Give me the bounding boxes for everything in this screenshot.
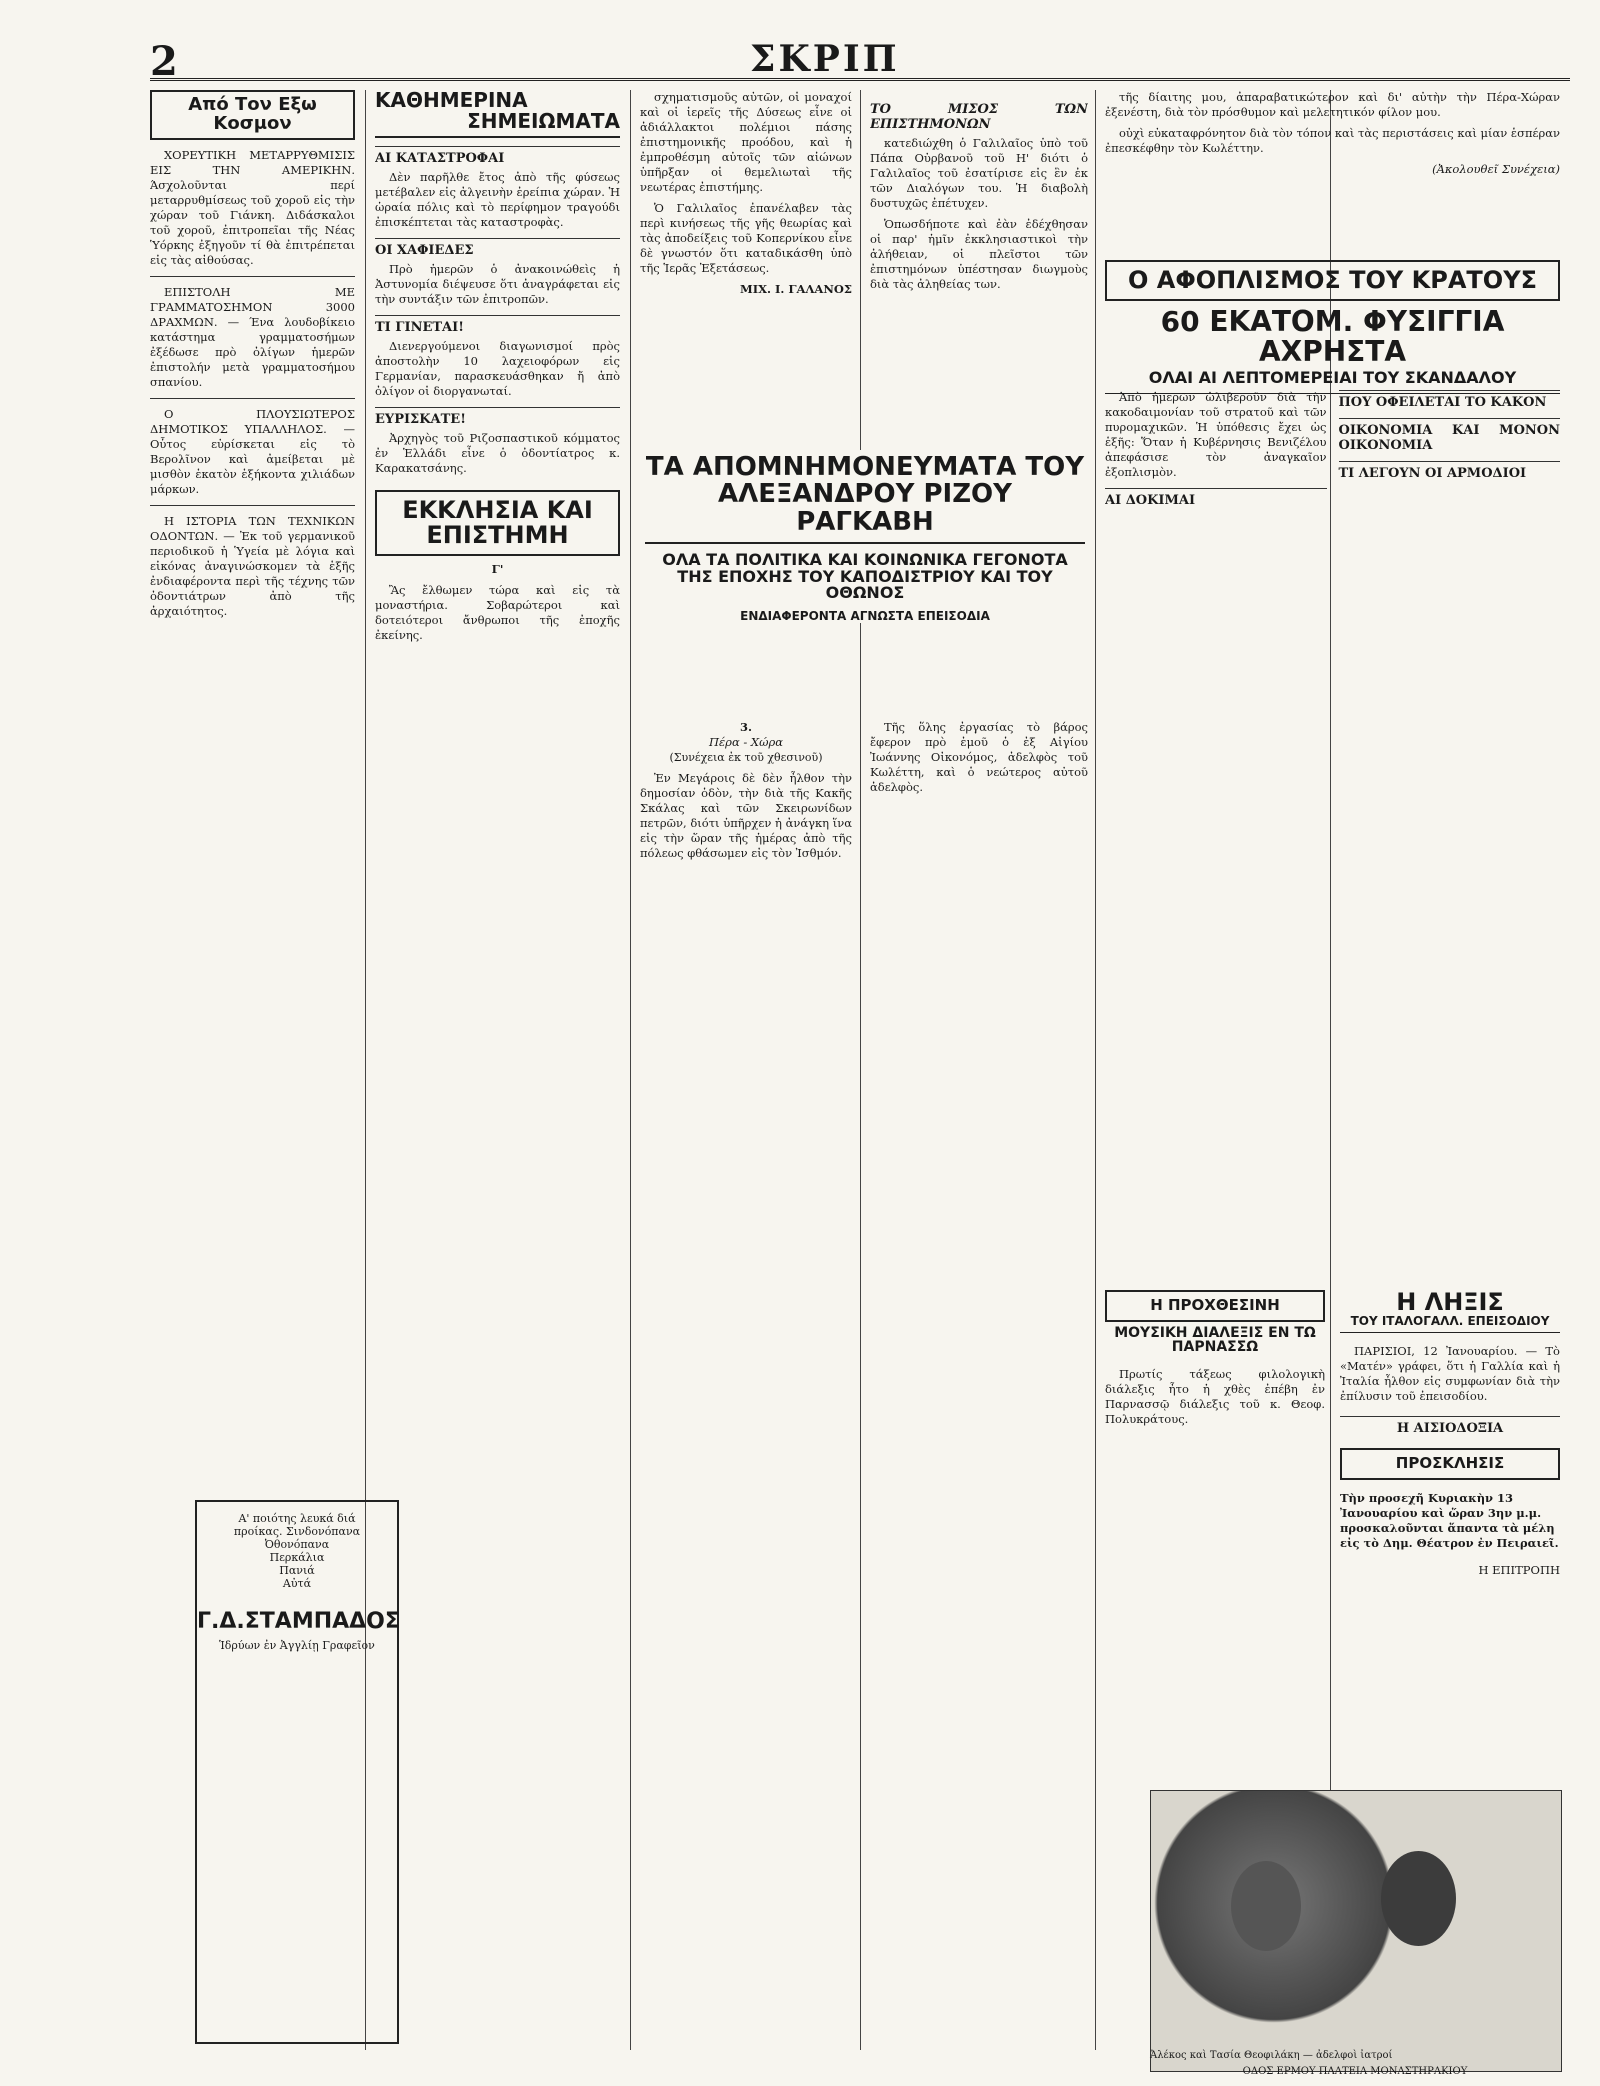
continuation-note: (Ἀκολουθεῖ Συνέχεια) [1432, 162, 1560, 176]
article-title: Η ΑΙΣΙΟΔΟΞΙΑ [1340, 1416, 1560, 1436]
advertisement [195, 1500, 399, 2044]
ad-line: Περκάλια [269, 1551, 325, 1564]
installment-number: 3. [739, 720, 752, 734]
article-paragraph: Ἀπὸ ἡμερῶν ὠλιβεροῦν διὰ τὴν κακοδαιμονίαν τοῦ στρατοῦ καὶ τῶν πυρομαχικῶν. Ἡ ὑπόθεσις ἔχει ὡς ἑξῆς: Ὅταν ἡ Κυβέρνησις Βενιζέλου ἀπεφάσισε τὸν ἀναγκαῖον ἐξοπλισμὸν. [1105, 390, 1327, 479]
article-title: ΟΙ ΧΑΦΙΕΔΕΣ [375, 238, 620, 258]
banner-subtitle: ΟΛΑΙ ΑΙ ΛΕΠΤΟΜΕΡΕΙΑΙ ΤΟΥ ΣΚΑΝΔΑΛΟΥ [1105, 370, 1560, 394]
section-header: ΣΗΜΕΙΩΜΑΤΑ [375, 111, 620, 138]
installment-title: Πέρα - Χώρα [708, 735, 783, 749]
headline-title: ΤΑ ΑΠΟΜΝΗΜΟΝΕΥΜΑΤΑ ΤΟΥ ΑΛΕΞΑΝΔΡΟΥ ΡΙΖΟΥ ΡΑΓΚΑΒΗ [645, 450, 1085, 544]
photo-caption: Ἀλέκος καὶ Τασία Θεοφιλάκη — ἀδελφοὶ ἰατροί [1150, 2050, 1393, 2061]
divider [150, 505, 355, 506]
ad-line: Α' ποιότης λευκά διά [238, 1512, 356, 1525]
divider [150, 276, 355, 277]
ad-subtitle: Ἱδρύων ἐν Ἀγγλίῃ Γραφεῖον [219, 1639, 375, 1653]
invitation-signature: Η ΕΠΙΤΡΟΠΗ [1478, 1562, 1560, 1577]
article-title: Η ΠΡΟΧΘΕΣΙΝΗ [1105, 1290, 1325, 1322]
article-paragraph: Δὲν παρῆλθε ἔτος ἀπὸ τῆς φύσεως μετέβαλεν εἰς ἀλγεινὴν ἐρείπια χώραν. Ἡ ὡραία πόλις καὶ τὸ περίφημον τραγούδι ἐπισκέπτεται τὰς καταστροφὰς. [375, 170, 620, 229]
portrait-photo [1150, 1790, 1562, 2072]
article-paragraph: ΠΑΡΙΣΙΟΙ, 12 Ἰανουαρίου. — Τὸ «Ματέν» γράφει, ὅτι ἡ Γαλλία καὶ ἡ Ἰταλία ἦλθον εἰς συμφωνίαν διὰ τὴν ἐπίλυσιν τοῦ ἐπεισοδίου. [1340, 1344, 1560, 1404]
article-title: ΑΙ ΚΑΤΑΣΤΡΟΦΑΙ [375, 146, 620, 166]
column-3-lower [640, 720, 852, 2050]
banner-subtitle: 60 ΕΚΑΤΟΜ. ΦΥΣΙΓΓΙΑ ΑΧΡΗΣΤΑ [1160, 305, 1505, 368]
disarmament-banner [1105, 260, 1560, 394]
article-paragraph: Ὁ Γαλιλαῖος ἐπανέλαβεν τὰς περὶ κινήσεως τῆς γῆς θεωρίας καὶ τὰς ἀποδείξεις τοῦ Κοπερνίκου εἶνε δὲ γνωστόν ὅτι καταδικάσθη ὑπὸ τῆς Ἱερᾶς Ἐξετάσεως. [640, 201, 852, 275]
article-paragraph: Πρὸ ἡμερῶν ὁ ἀνακοινώθεὶς ἡ Ἀστυνομία διέψευσε ὅτι ἀναγράφεται εἰς τὴν συντάξιν τῶν ἐπιτροπῶν. [375, 262, 620, 306]
installment-note: (Συνέχεια ἐκ τοῦ χθεσινοῦ) [669, 751, 823, 764]
article-paragraph: Διενεργούμενοι διαγωνισμοί πρὸς ἀποστολὴν 10 λαχειοφόρων εἰς Γερμανίαν, παρασκευάσθηκαν ἤ ἀπὸ ὀλίγον οἱ διοργανωταί. [375, 339, 620, 398]
column-2 [375, 90, 620, 2050]
newspaper-title: ΣΚΡΙΠ [750, 38, 900, 80]
article-title: ΟΙΚΟΝΟΜΙΑ ΚΑΙ ΜΟΝΟΝ ΟΙΚΟΝΟΜΙΑ [1339, 418, 1561, 453]
article-title: ΤΙ ΓΙΝΕΤΑΙ! [375, 315, 620, 335]
section-header: ΚΑΘΗΜΕΡΙΝΑ [375, 90, 528, 112]
article-subtitle: ΤΟΥ ΙΤΑΛΟΓΑΛΛ. ΕΠΕΙΣΟΔΙΟΥ [1340, 1315, 1560, 1333]
ad-line: Πανιά [279, 1564, 315, 1577]
ad-line: προίκας. Σινδονόπανα [233, 1525, 361, 1538]
article-title: Η ΛΗΞΙΣ [1396, 1288, 1504, 1316]
column-rule [630, 90, 631, 2050]
author-signature: ΜΙΧ. Ι. ΓΑΛΑΝΟΣ [739, 282, 852, 296]
person-figure [1381, 1851, 1456, 1946]
headline-tag: ΕΝΔΙΑΦΕΡΟΝΤΑ ΑΓΝΩΣΤΑ ΕΠΕΙΣΟΔΙΑ [740, 609, 990, 624]
article-title: ΕΚΚΛΗΣΙΑ ΚΑΙ ΕΠΙΣΤΗΜΗ [375, 490, 620, 556]
headline-subtitle: ΟΛΑ ΤΑ ΠΟΛΙΤΙΚΑ ΚΑΙ ΚΟΙΝΩΝΙΚΑ ΓΕΓΟΝΟΤΑ ΤΗΣ ΕΠΟΧΗΣ ΤΟΥ ΚΑΠΟΔΙΣΤΡΙΟΥ ΚΑΙ ΤΟΥ ΟΘΩΝΟΣ [662, 549, 1068, 603]
column-rule [860, 90, 861, 2050]
person-figure [1231, 1861, 1301, 1951]
column-5-top [1105, 90, 1560, 240]
banner-title: Ο ΑΦΟΠΛΙΣΜΟΣ ΤΟΥ ΚΡΑΤΟΥΣ [1105, 260, 1560, 301]
column-4-lower [870, 720, 1088, 2050]
article-paragraph: οὐχὶ εὐκαταφρόνητον διὰ τὸν τόπον καὶ τὰς περιστάσεις καὶ μίαν ἑσπέραν ἐπεσκέφθην τὸν Κωλέττην. [1105, 126, 1560, 155]
feature-headline [645, 450, 1085, 623]
installment-letter: Γ' [491, 562, 504, 577]
article-paragraph: κατεδιώχθη ὁ Γαλιλαῖος ὑπὸ τοῦ Πάπα Οὐρβανοῦ τοῦ Η' διότι ὁ Γαλιλαῖος τοῦ ἐσατίρισε εἰς ἓν ἐκ τῶν Διαλόγων του. Ἡ διαβολὴ δυστυχῶς ἐπέτυχεν. [870, 136, 1088, 210]
invitation-title: ΠΡΟΣΚΛΗΣΙΣ [1340, 1448, 1560, 1480]
article-paragraph: Ὁπωσδήποτε καὶ ἐὰν ἐδέχθησαν οἱ παρ' ἡμῖν ἐκκλησιαστικοὶ τὴν ἀλήθειαν, οἱ πλεῖστοι τῶν ἐπιστημόνων ὑπέστησαν διωγμοὺς διὰ τὰς ἀληθείας των. [870, 217, 1088, 291]
masthead [150, 38, 1570, 85]
column-rule [1095, 90, 1096, 2050]
article-paragraph: Ἀρχηγὸς τοῦ Ριζοσπαστικοῦ κόμματος ἐν Ἑλλάδι εἶνε ὁ ὀδοντίατρος κ. Καρακατσάνης. [375, 431, 620, 475]
article-paragraph: σχηματισμοῦς αὐτῶν, οἱ μοναχοί καὶ οἱ ἱερεῖς τῆς Δύσεως εἶνε οἱ ἀδιάλλακτοι πολέμιοι πάσης ἐπιστημονικῆς προόδου, καὶ ἡ ἐμπροθέσμη αὐτοῖς τῶν αἰώνων ὑπῆρξαν οἱ θεμελιωταὶ τῆς νεωτέρας ἐπιστήμης. [640, 90, 852, 194]
article-title: ΤΙ ΛΕΓΟΥΝ ΟΙ ΑΡΜΟΔΙΟΙ [1339, 461, 1561, 481]
column-5-body [1105, 390, 1560, 1290]
italo-french-article [1340, 1290, 1560, 1577]
invitation-body: Τὴν προσεχῆ Κυριακὴν 13 Ἰανουαρίου καὶ ὥραν 3ην μ.μ. προσκαλοῦνται ἅπαντα τὰ μέλη εἰς τὸ Δημ. Θέατρον ἐν Πειραιεῖ. [1340, 1491, 1559, 1551]
page-number: 2 [150, 38, 178, 85]
ad-line: Αὐτά [282, 1577, 312, 1590]
article-title: ΤΟ ΜΙΣΟΣ ΤΩΝ ΕΠΙΣΤΗΜΟΝΩΝ [870, 102, 1088, 132]
ad-line: Ὀθονόπανα [264, 1538, 330, 1551]
article-subtitle: ΜΟΥΣΙΚΗ ΔΙΑΛΕΞΙΣ ΕΝ ΤΩ ΠΑΡΝΑΣΣΩ [1114, 1324, 1316, 1356]
section-header: Από Τον Εξω Κοσμον [150, 90, 355, 140]
article-paragraph: Τῆς ὅλης ἐργασίας τὸ βάρος ἔφερον πρὸ ἐμοῦ ὁ ἐξ Αἰγίου Ἰωάννης Οἰκονόμος, ἀδελφὸς τοῦ Κωλέττη, καὶ ὁ νεώτερος αὐτοῦ ἀδελφὸς. [870, 720, 1088, 794]
article-paragraph: Ο ΠΛΟΥΣΙΩΤΕΡΟΣ ΔΗΜΟΤΙΚΟΣ ΥΠΑΛΛΗΛΟΣ. — Οὗτος εὑρίσκεται εἰς τὸ Βερολῖνον καὶ ἀμείβεται μὲ μισθὸν ἑκατὸν ἑξήκοντα χιλιάδων μάρκων. [150, 406, 355, 496]
article-title: ΠΟΥ ΟΦΕΙΛΕΤΑΙ ΤΟ ΚΑΚΟΝ [1339, 390, 1561, 410]
article-paragraph: ΕΠΙΣΤΟΛΗ ΜΕ ΓΡΑΜΜΑΤΟΣΗΜΟΝ 3000 ΔΡΑΧΜΩΝ. — Ένα λουδοβίκειο κατάστημα γραμματοσήμων ἐξέδωσε πρὸ ὀλίγων ἡμερῶν ἐπιστολήν μετὰ γραμματοσήμου σπανίου. [150, 284, 355, 389]
article-title: ΕΥΡΙΣΚΑΤΕ! [375, 407, 620, 427]
article-paragraph: τῆς δίαιτης μου, ἀπαραβατικώτερον καὶ δι' αὐτὴν τὴν Πέρα-Χώραν ἐξενέστη, διὰ τὸν πρόσθυμον καὶ μελετητικόν φίλον μου. [1105, 90, 1560, 119]
article-paragraph: ΧΟΡΕΥΤΙΚΗ ΜΕΤΑΡΡΥΘΜΙΣΙΣ ΕΙΣ ΤΗΝ ΑΜΕΡΙΚΗΝ. Άσχολοῦνται περί μεταρρυθμίσεως τοῦ χοροῦ εἰς τὴν χώραν τοῦ Γιάνκη. Διδάσκαλοι τοῦ χοροῦ, ἐπιτροπεῖαι τῆς Νέας Ὑόρκης ἐξηγοῦν τί θὰ ἐπιτρέπεται εἰς τὰς αἰθούσας. [150, 147, 355, 267]
article-paragraph: Ἐν Μεγάροις δὲ δὲν ἦλθον τὴν δημοσίαν ὁδὸν, τὴν διὰ τῆς Κακῆς Σκάλας καὶ τῶν Σκειρωνίδων πετρῶν, διότι ὑπῆρχεν ἡ ἀνάγκη ἵνα εἰς τὴν ὥραν τῆς ἡμέρας ἀπὸ τῆς πόλεως φθάσωμεν εἰς τὸν Ἰσθμόν. [640, 771, 852, 860]
column-4 [870, 90, 1088, 430]
concert-article [1105, 1290, 1325, 1438]
article-paragraph: Ἂς ἔλθωμεν τώρα καὶ εἰς τὰ μοναστήρια. Σοβαρώτεροι καὶ δοτειότεροι ἄνθρωποι τῆς ἐποχῆς ἐκείνης. [375, 583, 620, 643]
article-paragraph: Πρωτίς τάξεως φιλολογικὴ διάλεξις ἦτο ἡ χθὲς ἐπέβη ἐν Παρνασσῷ διάλεξις τοῦ κ. Θεοφ. Πολυκράτους. [1105, 1366, 1325, 1426]
divider [150, 398, 355, 399]
article-paragraph: Η ΙΣΤΟΡΙΑ ΤΩΝ ΤΕΧΝΙΚΩΝ ΟΔΟΝΤΩΝ. — Ἐκ τοῦ γερμανικοῦ περιοδικοῦ ἡ Ὑγεία μὲ λόγια καὶ εἰκόνας ἀναγινώσκομεν τὰ ἑξῆς ἐνδιαφέροντα περὶ τῆς τέχνης τῶν ὀδοντιάτρων ἀπὸ τῆς ἀρχαιότητος. [150, 513, 355, 618]
article-title: ΑΙ ΔΟΚΙΜΑΙ [1105, 488, 1327, 508]
photo-note: ΟΔΟΣ ΕΡΜΟΥ ΠΛΑΤΕΙΑ ΜΟΝΑΣΤΗΡΑΚΙΟΥ [1242, 2066, 1468, 2077]
ad-title: Γ.Δ.ΣΤΑΜΠΑΔΟΣ [197, 1609, 400, 1634]
